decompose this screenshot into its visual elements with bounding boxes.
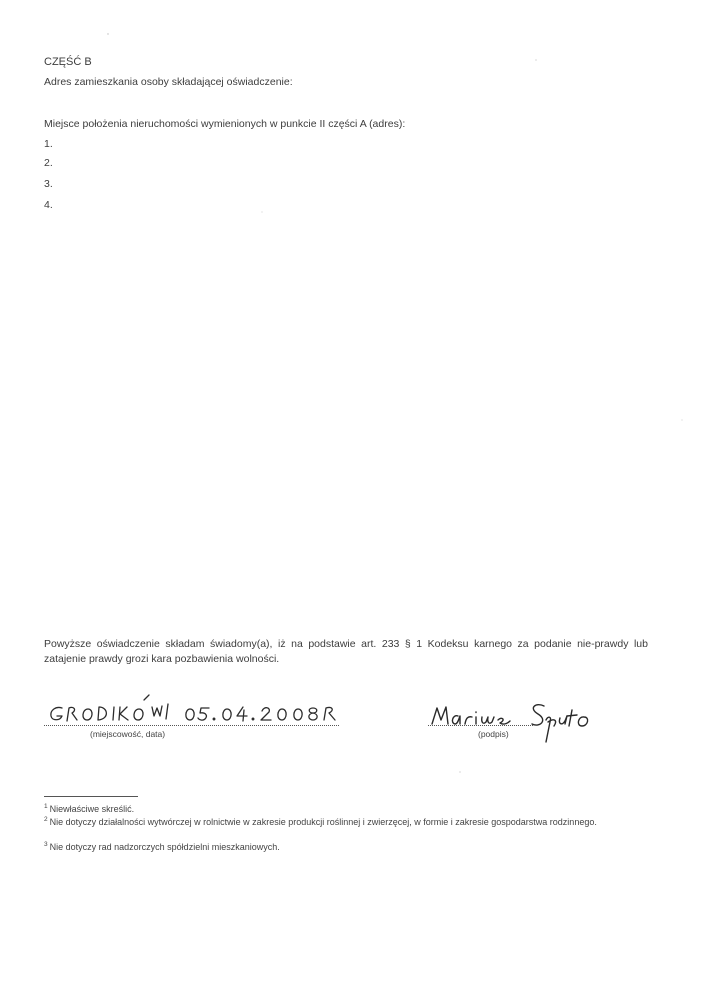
list-item: 2. [44, 157, 53, 169]
list-item: 3. [44, 178, 53, 190]
signature-caption: (podpis) [478, 729, 509, 739]
property-location-label: Miejsce położenia nieruchomości wymienionych w punkcie II części A (adres): [44, 118, 406, 130]
list-item: 1. [44, 138, 53, 150]
place-date-caption: (miejscowość, data) [90, 729, 166, 739]
footnote-text: Nie dotyczy działalności wytwórczej w rolnictwie w zakresie produkcji roślinnej i zwierzęcej, w formie i zakresie gospodarstwa rodzinnego. [49, 817, 597, 827]
footnote-mark: 3 [44, 841, 48, 848]
footnote-text: Niewłaściwe skreślić. [49, 804, 135, 814]
section-heading: CZĘŚĆ B [44, 56, 92, 68]
footnote-mark: 2 [44, 816, 48, 823]
address-label: Adres zamieszkania osoby składającej oświadczenie: [44, 76, 293, 88]
declaration-text: Powyższe oświadczenie składam świadomy(a), iż na podstawie art. 233 § 1 Kodeksu karnego za podanie nie-prawdy lub zatajenie prawdy grozi kara pozbawienia wolności. [44, 638, 648, 665]
list-item: 4. [44, 199, 53, 211]
footnote-text: Nie dotyczy rad nadzorczych spółdzielni mieszkaniowych. [49, 842, 280, 852]
footnote-mark: 1 [44, 803, 48, 810]
